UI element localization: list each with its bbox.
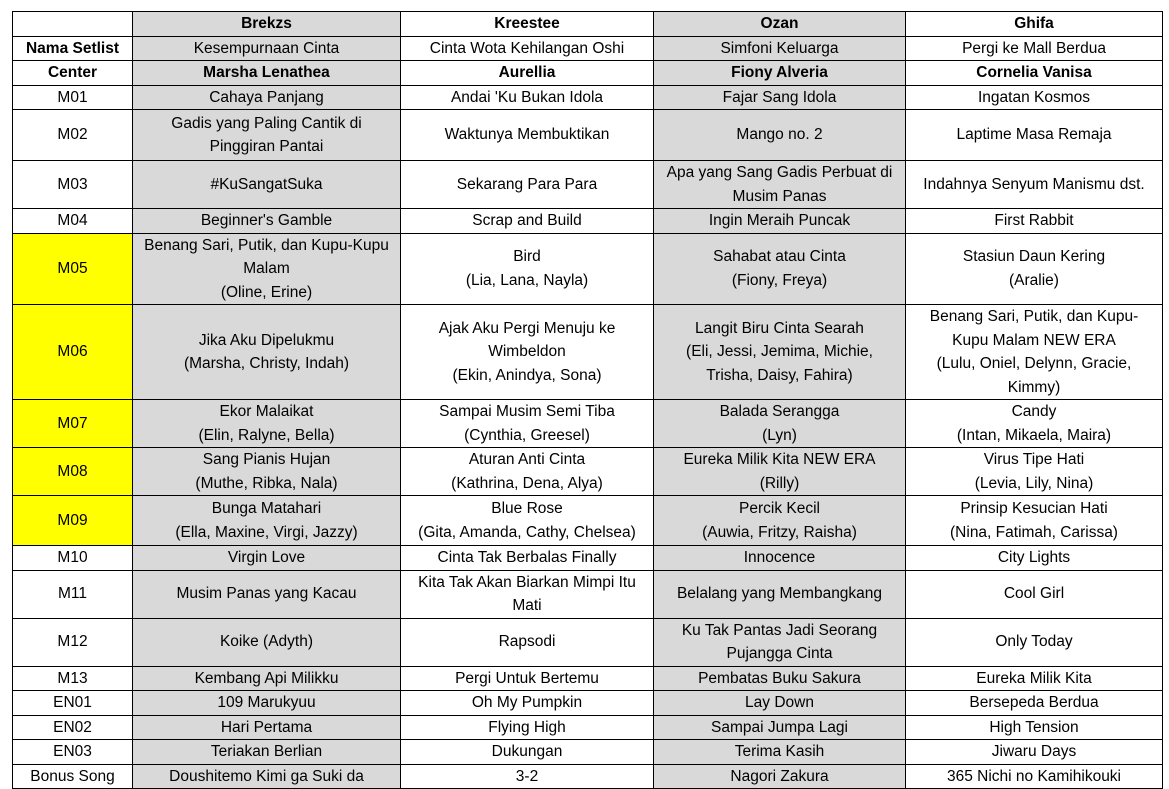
song-title: Sampai Jumpa Lagi	[711, 718, 848, 736]
song-title: Ajak Aku Pergi Menuju ke	[438, 319, 616, 337]
song-title: Only Today	[995, 633, 1073, 651]
table-row	[13, 233, 1163, 305]
song-title: #KuSangatSuka	[210, 175, 323, 193]
table-row	[13, 715, 1163, 740]
song-cell-ozan	[654, 209, 906, 234]
song-cell-kreestee	[401, 570, 654, 618]
song-detail-line: Malam	[243, 260, 290, 277]
song-cell-ghifa	[906, 740, 1163, 765]
song-detail-line: (Elin, Ralyne, Bella)	[198, 426, 335, 444]
table-row	[13, 740, 1163, 765]
song-title: Waktunya Membuktikan	[444, 126, 610, 144]
song-title: Gadis yang Paling Cantik di	[171, 114, 362, 132]
song-title: Blue Rose	[491, 500, 563, 517]
setlist-table	[12, 11, 1163, 789]
song-title: Bird	[513, 248, 541, 266]
song-title: 109 Marukyuu	[217, 694, 316, 711]
song-cell-ghifa	[906, 448, 1163, 496]
song-title: Balada Serangga	[719, 403, 840, 420]
song-cell-kreestee	[401, 400, 654, 448]
song-title: Sahabat atau Cinta	[713, 248, 846, 266]
song-title: City Lights	[997, 549, 1071, 566]
song-title: 3-2	[515, 767, 539, 785]
song-title: Benang Sari, Putik, dan Kupu-	[929, 308, 1139, 325]
song-title: Eureka Milik Kita NEW ERA	[683, 451, 876, 468]
setlist-name-kreestee: Cinta Wota Kehilangan Oshi	[401, 36, 654, 61]
song-cell-kreestee	[401, 666, 654, 691]
setlist-name-ghifa: Pergi ke Mall Berdua	[906, 36, 1163, 61]
song-detail-line: Pinggiran Pantai	[209, 138, 324, 155]
song-cell-ghifa	[906, 496, 1163, 546]
song-title: Kembang Api Milikku	[194, 669, 339, 687]
song-cell-ozan	[654, 85, 906, 110]
song-cell-kreestee	[401, 496, 654, 546]
song-detail-line: (Fiony, Freya)	[731, 271, 828, 289]
song-title: Dukungan	[491, 743, 563, 760]
table-row	[13, 305, 1163, 400]
table-row	[13, 570, 1163, 618]
song-cell-brekzs	[133, 740, 401, 765]
song-slot-label: M09	[13, 496, 133, 546]
song-cell-kreestee	[401, 233, 654, 305]
song-title: Hari Pertama	[220, 718, 313, 736]
song-detail-line: Trisha, Daisy, Fahira)	[706, 366, 853, 384]
corner-cell	[13, 12, 133, 37]
song-cell-ghifa	[906, 691, 1163, 716]
song-title: Scrap and Build	[472, 212, 582, 229]
song-cell-ozan	[654, 618, 906, 666]
table-row	[13, 161, 1163, 209]
song-detail-line: Wimbeldon	[488, 343, 566, 361]
song-cell-brekzs	[133, 110, 401, 161]
song-cell-kreestee	[401, 85, 654, 110]
song-title: Eureka Milik Kita	[976, 669, 1092, 687]
song-detail-line: (Nina, Fatimah, Carissa)	[950, 523, 1118, 541]
song-slot-label: M05	[13, 233, 133, 305]
song-title: Aturan Anti Cinta	[468, 451, 586, 468]
song-cell-kreestee	[401, 740, 654, 765]
song-detail-line: Kimmy)	[1007, 378, 1061, 396]
song-cell-brekzs	[133, 400, 401, 448]
song-title: Cinta Tak Berbalas Finally	[437, 549, 617, 566]
song-cell-kreestee	[401, 209, 654, 234]
song-detail-line: Kupu Malam NEW ERA	[952, 331, 1116, 349]
song-title: Jika Aku Dipelukmu	[198, 331, 335, 349]
table-row	[13, 666, 1163, 691]
song-slot-label: M06	[13, 305, 133, 400]
song-cell-brekzs	[133, 546, 401, 571]
center-name-ghifa: Cornelia Vanisa	[906, 61, 1163, 86]
song-detail-line: (Lia, Lana, Nayla)	[465, 271, 589, 289]
song-cell-ozan	[654, 496, 906, 546]
song-detail-line: (Lyn)	[762, 426, 797, 444]
song-slot-label: M12	[13, 618, 133, 666]
song-title: Indahnya Senyum Manismu dst.	[923, 175, 1145, 193]
song-title: First Rabbit	[994, 212, 1074, 229]
team-header-ghifa: Ghifa	[906, 12, 1163, 37]
song-slot-label: M04	[13, 209, 133, 234]
song-detail-line: (Rilly)	[759, 474, 800, 492]
song-cell-kreestee	[401, 546, 654, 571]
song-cell-ghifa	[906, 161, 1163, 209]
song-title: Pergi Untuk Bertemu	[455, 669, 599, 687]
song-detail-line: (Muthe, Ribka, Nala)	[195, 474, 338, 492]
song-title: Innocence	[743, 549, 816, 566]
song-title: Teriakan Berlian	[210, 743, 323, 760]
song-cell-brekzs	[133, 448, 401, 496]
song-cell-kreestee	[401, 448, 654, 496]
song-title: Candy	[1011, 403, 1057, 420]
song-cell-ozan	[654, 570, 906, 618]
header-row-teams	[13, 12, 1163, 37]
song-cell-brekzs	[133, 691, 401, 716]
song-cell-ozan	[654, 448, 906, 496]
table-row	[13, 110, 1163, 161]
song-slot-label: EN03	[13, 740, 133, 765]
song-detail-line: (Aralie)	[1009, 271, 1059, 289]
header-row-center	[13, 61, 1163, 86]
song-cell-ghifa	[906, 233, 1163, 305]
song-title: Kita Tak Akan Biarkan Mimpi Itu	[418, 573, 636, 591]
song-detail-line: (Ella, Maxine, Virgi, Jazzy)	[175, 523, 358, 541]
song-cell-kreestee	[401, 764, 654, 789]
song-title: Ingin Meraih Puncak	[708, 212, 851, 229]
song-cell-brekzs	[133, 618, 401, 666]
song-cell-ozan	[654, 715, 906, 740]
song-slot-label: M02	[13, 110, 133, 161]
song-cell-brekzs	[133, 305, 401, 400]
song-title: Rapsodi	[498, 633, 556, 651]
song-title: Benang Sari, Putik, dan Kupu-Kupu	[144, 236, 389, 254]
song-detail-line: (Lulu, Oniel, Delynn, Gracie,	[936, 355, 1132, 372]
song-detail-line: Musim Panas	[732, 187, 827, 205]
song-cell-brekzs	[133, 715, 401, 740]
setlist-table-body	[13, 12, 1163, 789]
song-title: Ekor Malaikat	[219, 403, 314, 420]
song-title: Bunga Matahari	[211, 500, 322, 517]
center-name-kreestee: Aurellia	[401, 61, 654, 86]
song-cell-ozan	[654, 110, 906, 161]
song-title: Bersepeda Berdua	[969, 694, 1099, 711]
song-detail-line: (Intan, Mikaela, Maira)	[956, 426, 1112, 444]
song-slot-label: M07	[13, 400, 133, 448]
song-slot-label: M08	[13, 448, 133, 496]
team-header-kreestee: Kreestee	[401, 12, 654, 37]
song-title: High Tension	[989, 718, 1079, 736]
song-cell-ozan	[654, 305, 906, 400]
song-slot-label: M03	[13, 161, 133, 209]
song-cell-ozan	[654, 546, 906, 571]
song-slot-label: M11	[13, 570, 133, 618]
song-detail-line: (Ekin, Anindya, Sona)	[452, 366, 602, 384]
song-cell-kreestee	[401, 305, 654, 400]
setlist-name-ozan: Simfoni Keluarga	[654, 36, 906, 61]
song-title: Prinsip Kesucian Hati	[960, 500, 1108, 517]
song-detail-line: (Oline, Erine)	[220, 283, 313, 301]
song-cell-ozan	[654, 400, 906, 448]
song-cell-ghifa	[906, 209, 1163, 234]
song-cell-ghifa	[906, 110, 1163, 161]
song-cell-ozan	[654, 233, 906, 305]
song-cell-kreestee	[401, 161, 654, 209]
song-title: Musim Panas yang Kacau	[176, 585, 357, 603]
song-cell-kreestee	[401, 618, 654, 666]
song-cell-kreestee	[401, 691, 654, 716]
song-detail-line: (Auwia, Fritzy, Raisha)	[702, 523, 857, 541]
team-header-brekzs: Brekzs	[133, 12, 401, 37]
song-cell-brekzs	[133, 233, 401, 305]
setlist-name-brekzs: Kesempurnaan Cinta	[133, 36, 401, 61]
song-slot-label: M10	[13, 546, 133, 571]
song-cell-ghifa	[906, 546, 1163, 571]
song-title: Cool Girl	[1003, 585, 1065, 603]
table-row	[13, 85, 1163, 110]
song-cell-ghifa	[906, 400, 1163, 448]
song-title: Doushitemo Kimi ga Suki da	[169, 767, 364, 785]
song-cell-ghifa	[906, 618, 1163, 666]
song-cell-brekzs	[133, 764, 401, 789]
song-title: Virgin Love	[227, 549, 306, 566]
song-title: Beginner's Gamble	[200, 212, 333, 229]
song-detail-line: (Gita, Amanda, Cathy, Chelsea)	[418, 523, 636, 541]
song-cell-ozan	[654, 161, 906, 209]
song-cell-brekzs	[133, 570, 401, 618]
song-title: Stasiun Daun Kering	[962, 248, 1106, 266]
table-row	[13, 618, 1163, 666]
center-name-brekzs: Marsha Lenathea	[133, 61, 401, 86]
song-title: Koike (Adyth)	[219, 633, 314, 651]
song-cell-brekzs	[133, 161, 401, 209]
song-title: Cahaya Panjang	[209, 88, 324, 106]
song-title: Ku Tak Pantas Jadi Seorang	[681, 621, 878, 639]
table-row	[13, 496, 1163, 546]
song-title: Pembatas Buku Sakura	[698, 669, 861, 687]
center-name-ozan: Fiony Alveria	[654, 61, 906, 86]
song-slot-label: EN01	[13, 691, 133, 716]
song-slot-label: EN02	[13, 715, 133, 740]
song-title: Terima Kasih	[734, 743, 825, 760]
song-title: Percik Kecil	[739, 500, 820, 517]
center-label: Center	[13, 61, 133, 86]
song-cell-brekzs	[133, 666, 401, 691]
song-title: Virus Tipe Hati	[983, 451, 1085, 468]
team-header-ozan: Ozan	[654, 12, 906, 37]
song-detail-line: Mati	[512, 597, 542, 614]
song-cell-brekzs	[133, 209, 401, 234]
setlist-label: Nama Setlist	[13, 36, 133, 61]
song-cell-brekzs	[133, 496, 401, 546]
song-title: Jiwaru Days	[991, 743, 1077, 760]
song-cell-ghifa	[906, 570, 1163, 618]
song-title: Sekarang Para Para	[456, 175, 598, 193]
table-row	[13, 400, 1163, 448]
song-title: Langit Biru Cinta Searah	[695, 319, 864, 337]
song-title: Ingatan Kosmos	[977, 88, 1090, 106]
song-cell-brekzs	[133, 85, 401, 110]
song-title: Oh My Pumpkin	[471, 694, 583, 711]
song-detail-line: Pujangga Cinta	[726, 645, 833, 662]
song-title: Flying High	[488, 718, 566, 736]
table-row	[13, 546, 1163, 571]
song-title: 365 Nichi no Kamihikouki	[946, 767, 1122, 785]
song-slot-label: M01	[13, 85, 133, 110]
song-detail-line: (Kathrina, Dena, Alya)	[451, 474, 603, 492]
song-cell-kreestee	[401, 110, 654, 161]
song-cell-ozan	[654, 666, 906, 691]
song-title: Andai 'Ku Bukan Idola	[450, 88, 604, 106]
song-title: Nagori Zakura	[730, 767, 829, 785]
table-row	[13, 209, 1163, 234]
song-title: Lay Down	[745, 694, 814, 711]
header-row-setlist	[13, 36, 1163, 61]
song-cell-ghifa	[906, 666, 1163, 691]
table-row	[13, 764, 1163, 789]
table-row	[13, 448, 1163, 496]
song-title: Sampai Musim Semi Tiba	[439, 403, 615, 420]
song-detail-line: (Cynthia, Greesel)	[464, 426, 590, 444]
song-title: Mango no. 2	[736, 126, 823, 144]
song-cell-ozan	[654, 764, 906, 789]
song-detail-line: (Levia, Lily, Nina)	[974, 474, 1094, 492]
song-cell-ozan	[654, 691, 906, 716]
song-slot-label: M13	[13, 666, 133, 691]
song-title: Sang Pianis Hujan	[202, 451, 331, 468]
table-row	[13, 691, 1163, 716]
song-cell-ghifa	[906, 305, 1163, 400]
song-title: Apa yang Sang Gadis Perbuat di	[666, 164, 893, 181]
song-detail-line: (Eli, Jessi, Jemima, Michie,	[686, 343, 873, 361]
song-slot-label: Bonus Song	[13, 764, 133, 789]
song-cell-ozan	[654, 740, 906, 765]
song-title: Laptime Masa Remaja	[956, 126, 1112, 144]
song-cell-kreestee	[401, 715, 654, 740]
song-detail-line: (Marsha, Christy, Indah)	[183, 355, 350, 372]
song-cell-ghifa	[906, 715, 1163, 740]
song-title: Fajar Sang Idola	[722, 88, 837, 106]
song-cell-ghifa	[906, 85, 1163, 110]
song-title: Belalang yang Membangkang	[676, 585, 883, 603]
song-cell-ghifa	[906, 764, 1163, 789]
